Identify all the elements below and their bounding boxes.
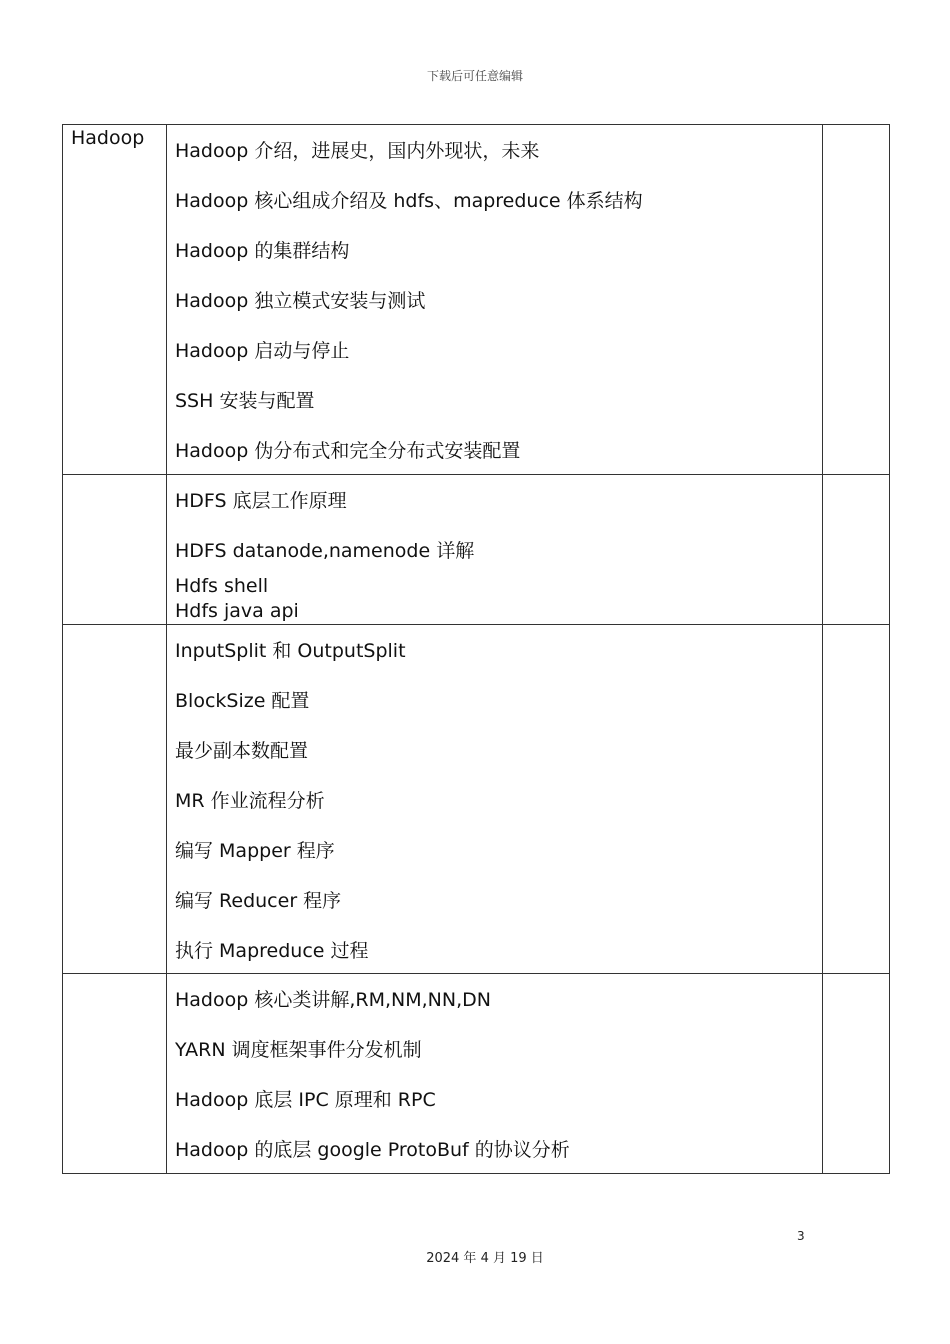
topic-item: InputSplit 和 OutputSplit bbox=[175, 640, 406, 662]
topic-item: HDFS 底层工作原理 bbox=[175, 490, 347, 512]
topic-item: Hadoop 的集群结构 bbox=[175, 240, 350, 262]
topic-item: 编写 Mapper 程序 bbox=[175, 840, 335, 862]
topic-item: Hadoop 介绍，进展史，国内外现状，未来 bbox=[175, 140, 540, 162]
table-row bbox=[63, 475, 890, 625]
category-cell: Hadoop bbox=[63, 125, 167, 475]
topic-item: Hadoop 的底层 google ProtoBuf 的协议分析 bbox=[175, 1139, 570, 1161]
topic-item: SSH 安装与配置 bbox=[175, 390, 315, 412]
course-outline-table bbox=[62, 124, 890, 1174]
topic-item: HDFS datanode,namenode 详解 bbox=[175, 540, 475, 562]
topics-cell bbox=[167, 475, 823, 625]
topic-item: Hadoop 核心组成介绍及 hdfs、mapreduce 体系结构 bbox=[175, 190, 643, 212]
topic-item: Hdfs java api bbox=[175, 600, 299, 622]
category-cell bbox=[63, 625, 167, 974]
topic-item: YARN 调度框架事件分发机制 bbox=[175, 1039, 422, 1061]
table-row bbox=[63, 125, 890, 475]
topics-cell bbox=[167, 125, 823, 475]
topic-item: Hadoop 伪分布式和完全分布式安装配置 bbox=[175, 440, 521, 462]
note-cell bbox=[823, 475, 890, 625]
topic-item: 最少副本数配置 bbox=[175, 740, 309, 762]
topics-cell bbox=[167, 974, 823, 1174]
topic-item: Hadoop 独立模式安装与测试 bbox=[175, 290, 426, 312]
topic-item: BlockSize 配置 bbox=[175, 690, 310, 712]
page-header: 下载后可任意编辑 bbox=[426, 69, 523, 83]
topic-item: MR 作业流程分析 bbox=[175, 790, 325, 812]
page-footer-date: 2024 年 4 月 19 日 bbox=[426, 1251, 544, 1266]
topic-item: Hdfs shell bbox=[175, 575, 269, 597]
page-number: 3 bbox=[797, 1229, 805, 1243]
note-cell bbox=[823, 625, 890, 974]
note-cell bbox=[823, 125, 890, 475]
category-cell bbox=[63, 475, 167, 625]
topic-item: Hadoop 底层 IPC 原理和 RPC bbox=[175, 1089, 436, 1111]
table-row bbox=[63, 974, 890, 1174]
topic-item: Hadoop 核心类讲解,RM,NM,NN,DN bbox=[175, 989, 491, 1011]
table-row bbox=[63, 625, 890, 974]
topics-cell bbox=[167, 625, 823, 974]
category-cell bbox=[63, 974, 167, 1174]
note-cell bbox=[823, 974, 890, 1174]
topic-item: Hadoop 启动与停止 bbox=[175, 340, 350, 362]
topic-item: 编写 Reducer 程序 bbox=[175, 890, 342, 912]
topic-item: 执行 Mapreduce 过程 bbox=[175, 940, 369, 962]
